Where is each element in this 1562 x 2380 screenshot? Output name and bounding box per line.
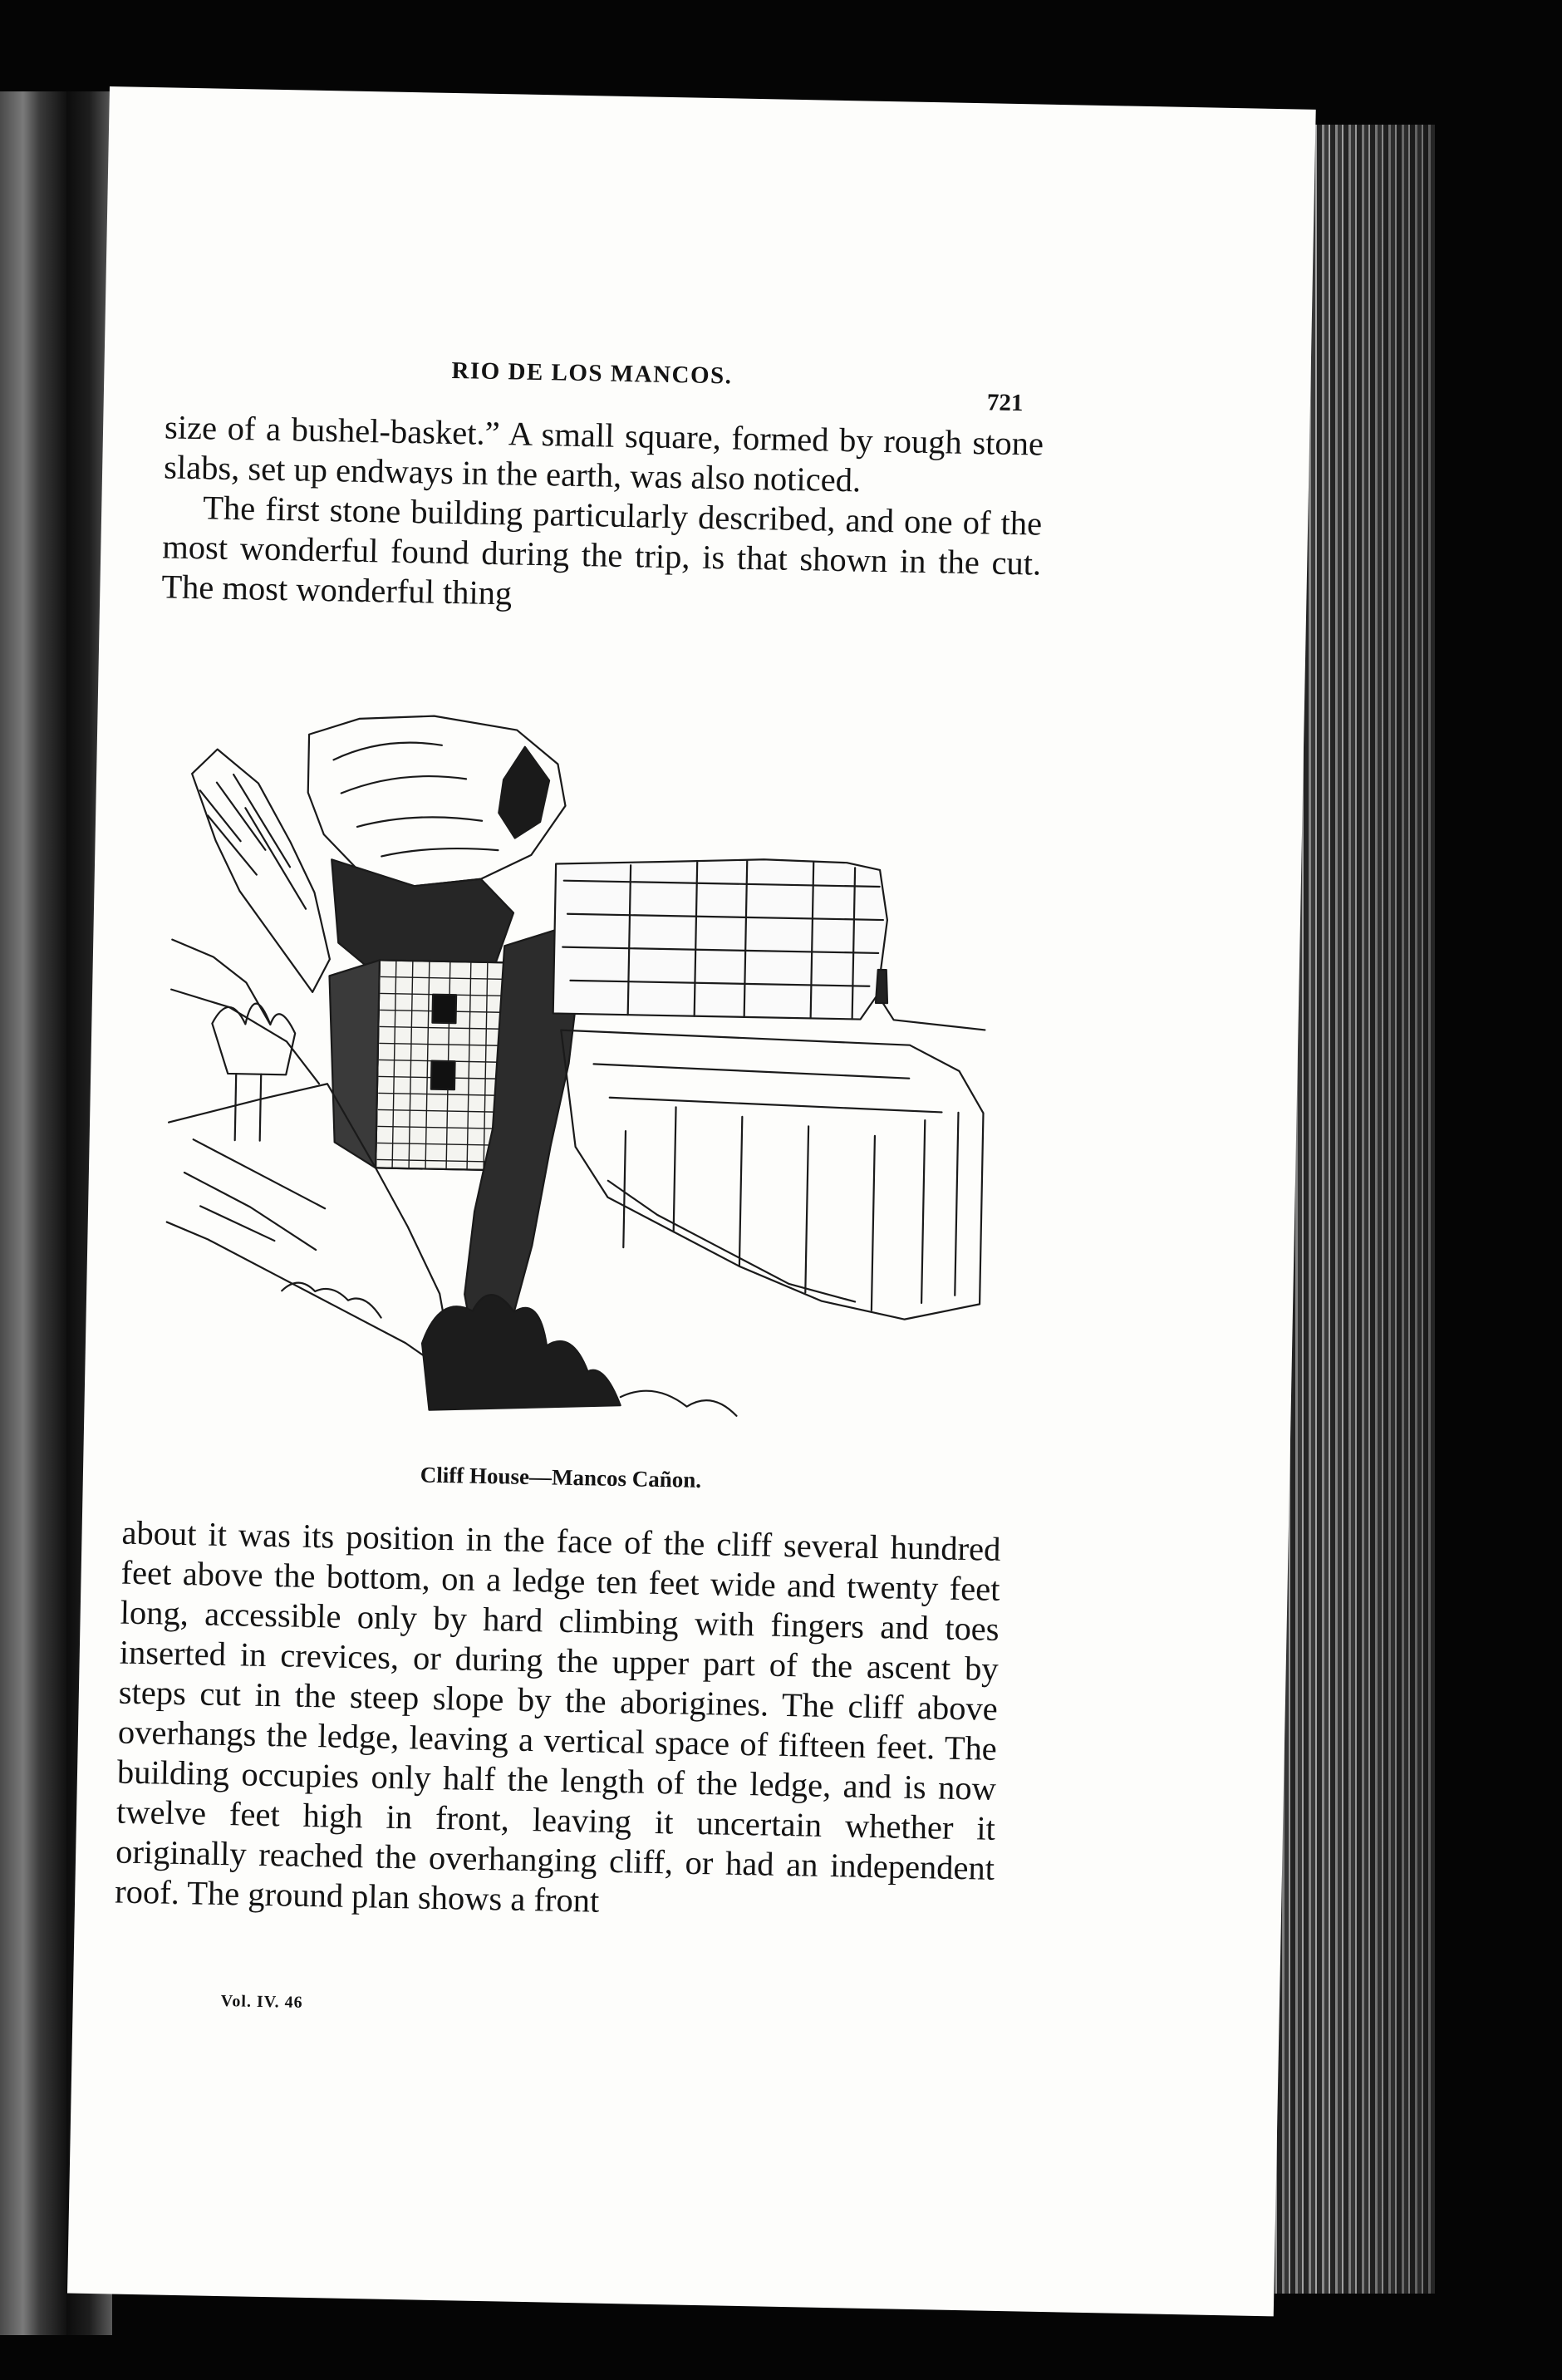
engraving-drawing [155, 706, 1008, 1453]
facing-page-edge [0, 91, 66, 2335]
paragraph: size of a bushel-basket.” A small square, formed by rough stone slabs, set up endways in the earth, was also noticed. [163, 408, 1044, 499]
paragraph: about it was its position in the face of the cliff several hundred feet above the bottom, on a ledge ten feet wide and twenty feet long, accessible only by hard climbing with fingers and toes inserted in crevices, or during the upper part of the ascent by steps cut in the steep slope by the aborigines. The cliff above overhangs the ledge, leaving a vertical space of fifteen feet. The building occupies only half the length of the ledge, and is now twelve feet high in front, leaving it uncertain whether it originally reached the overhanging cliff, or had an independent roof. The ground plan shows a front [114, 1513, 1001, 1920]
running-head: RIO DE LOS MANCOS. [451, 357, 733, 390]
paragraph: The first stone building particularly described, and one of the most wonderful found during the trip, is that shown in the cut. The most wonderful thing [161, 489, 1043, 612]
page-number: 721 [986, 389, 1024, 417]
figure-caption: Cliff House—Mancos Cañon. [420, 1462, 702, 1492]
cliff-house-illustration [155, 706, 1008, 1453]
book-page [67, 86, 1316, 2316]
body-text-top [161, 407, 1044, 623]
body-text-bottom [115, 1513, 1001, 1929]
signature-mark: Vol. IV. 46 [220, 1991, 303, 2012]
